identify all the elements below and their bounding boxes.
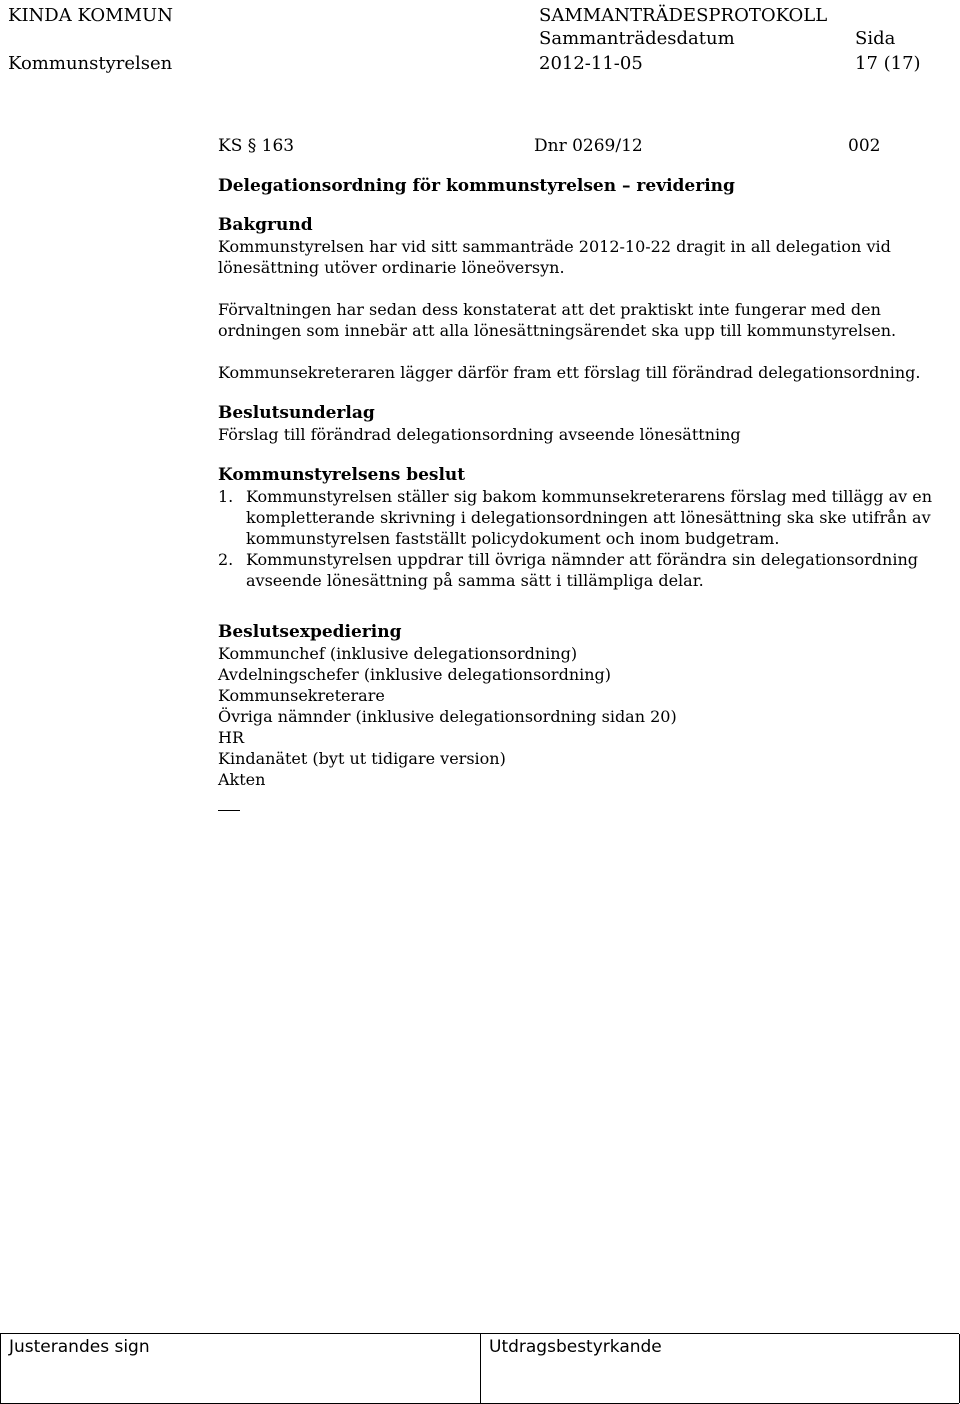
recipient-item: HR [218,728,244,747]
bakgrund-paragraph: Förvaltningen har sedan dess konstaterat att det praktiskt inte fungerar med den ordningen som innebär att alla lönesättningsärendet ska upp till kommunstyrelsen. [218,300,897,340]
extract-certification-label: Utdragsbestyrkande [489,1337,662,1357]
beslutsunderlag-heading: Beslutsunderlag [218,403,375,423]
end-rule [218,810,240,811]
diary-number: Dnr 0269/12 [534,136,643,156]
beslutsexpediering-heading: Beslutsexpediering [218,622,402,642]
committee-name: Kommunstyrelsen [8,53,173,74]
municipality-name: KINDA KOMMUN [8,5,173,26]
recipient-item: Övriga nämnder (inklusive delegationsordning sidan 20) [218,707,677,726]
decision-number: 2. [218,550,234,569]
bakgrund-heading: Bakgrund [218,215,313,235]
case-reference-line [218,136,938,162]
decision-list [218,486,938,591]
bakgrund-paragraph: Kommunstyrelsen har vid sitt sammanträde 2012-10-22 dragit in all delegation vid lönesättning utöver ordinarie löneöversyn. [218,237,891,277]
decision-item [218,486,938,549]
adjuster-signature-box [1,1334,481,1403]
bakgrund-paragraph: Kommunsekreteraren lägger därför fram ett förslag till förändrad delegationsordning. [218,363,921,382]
document-body [218,136,938,811]
recipient-item: Kommunchef (inklusive delegationsordning) [218,644,578,663]
case-title: Delegationsordning för kommunstyrelsen – revidering [218,176,735,196]
case-number: KS § 163 [218,136,295,156]
signature-footer [0,1333,959,1404]
beslutsunderlag-text: Förslag till förändrad delegationsordning avseende lönesättning [218,425,741,444]
page-label: Sida [855,28,896,49]
adjuster-signature-label: Justerandes sign [9,1337,150,1357]
decision-text: Kommunstyrelsen ställer sig bakom kommunsekreterarens förslag med tillägg av en kompletterande skrivning i delegationsordningen att lönesättning ska ske utifrån av kommunstyrelsen fastställt policydokument och inom budgetram. [246,487,933,548]
beslut-heading: Kommunstyrelsens beslut [218,465,466,485]
recipient-list [218,643,938,790]
extract-certification-box [481,1334,960,1403]
case-code: 002 [848,136,881,156]
decision-number: 1. [218,487,234,506]
recipient-item: Kindanätet (byt ut tidigare version) [218,749,506,768]
date-label: Sammanträdesdatum [539,28,735,49]
recipient-item: Kommunsekreterare [218,686,385,705]
decision-text: Kommunstyrelsen uppdrar till övriga nämnder att förändra sin delegationsordning avseende lönesättning på samma sätt i tillämpliga delar. [246,550,919,590]
recipient-item: Akten [218,770,266,789]
decision-item [218,549,938,591]
meeting-date: 2012-11-05 [539,53,643,74]
page-number: 17 (17) [855,53,921,74]
recipient-item: Avdelningschefer (inklusive delegationsordning) [218,665,612,684]
document-type: SAMMANTRÄDESPROTOKOLL [539,5,828,26]
